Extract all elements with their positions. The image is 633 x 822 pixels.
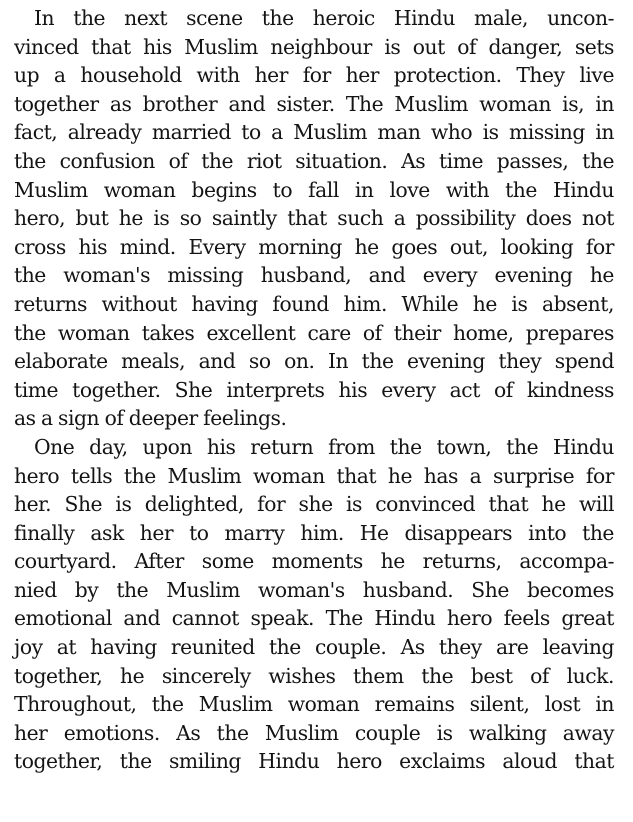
text-line: cross his mind. Every morning he goes out, looking for xyxy=(14,234,614,259)
text-line: joy at having reunited the couple. As they are leaving xyxy=(14,635,614,660)
text-line: nied by the Muslim woman's husband. She becomes xyxy=(14,577,614,602)
text-line: hero, but he is so saintly that such a possibility does not xyxy=(14,206,614,231)
text-line: hero tells the Muslim woman that he has a surprise for xyxy=(14,463,614,488)
text-line: One day, upon his return from the town, the Hindu xyxy=(34,434,614,459)
text-line: together, he sincerely wishes them the best of luck. xyxy=(14,663,614,688)
text-line: fact, already married to a Muslim man who is missing in xyxy=(14,120,614,145)
text-line: vinced that his Muslim neighbour is out of danger, sets xyxy=(14,34,614,59)
text-line: time together. She interprets his every act of kindness xyxy=(14,377,614,402)
text-line: In the next scene the heroic Hindu male, uncon- xyxy=(34,6,614,30)
text-line: together, the smiling Hindu hero exclaims aloud that xyxy=(14,749,614,774)
text-line: Muslim woman begins to fall in love with the Hindu xyxy=(14,177,614,202)
text-line: emotional and cannot speak. The Hindu hero feels great xyxy=(14,606,614,631)
text-line: her emotions. As the Muslim couple is walking away xyxy=(14,720,614,745)
text-line: up a household with her for her protection. They live xyxy=(14,63,614,88)
text-line: her. She is delighted, for she is convinced that he will xyxy=(14,492,614,517)
text-line: the confusion of the riot situation. As time passes, the xyxy=(14,148,614,173)
text-line: together as brother and sister. The Muslim woman is, in xyxy=(14,91,614,116)
paragraph-2 xyxy=(14,433,614,776)
text-line: elaborate meals, and so on. In the evening they spend xyxy=(14,349,614,374)
paragraph-1 xyxy=(14,4,614,433)
text-line: returns without having found him. While he is absent, xyxy=(14,291,614,316)
text-line: courtyard. After some moments he returns, accompa- xyxy=(14,549,614,574)
text-line: Throughout, the Muslim woman remains silent, lost in xyxy=(14,692,614,717)
text-line: finally ask her to marry him. He disappears into the xyxy=(14,520,614,545)
text-line: as a sign of deeper feelings. xyxy=(14,406,287,431)
text-line: the woman takes excellent care of their home, prepares xyxy=(14,320,614,345)
text-line: the woman's missing husband, and every evening he xyxy=(14,263,614,288)
page-text xyxy=(14,4,614,776)
